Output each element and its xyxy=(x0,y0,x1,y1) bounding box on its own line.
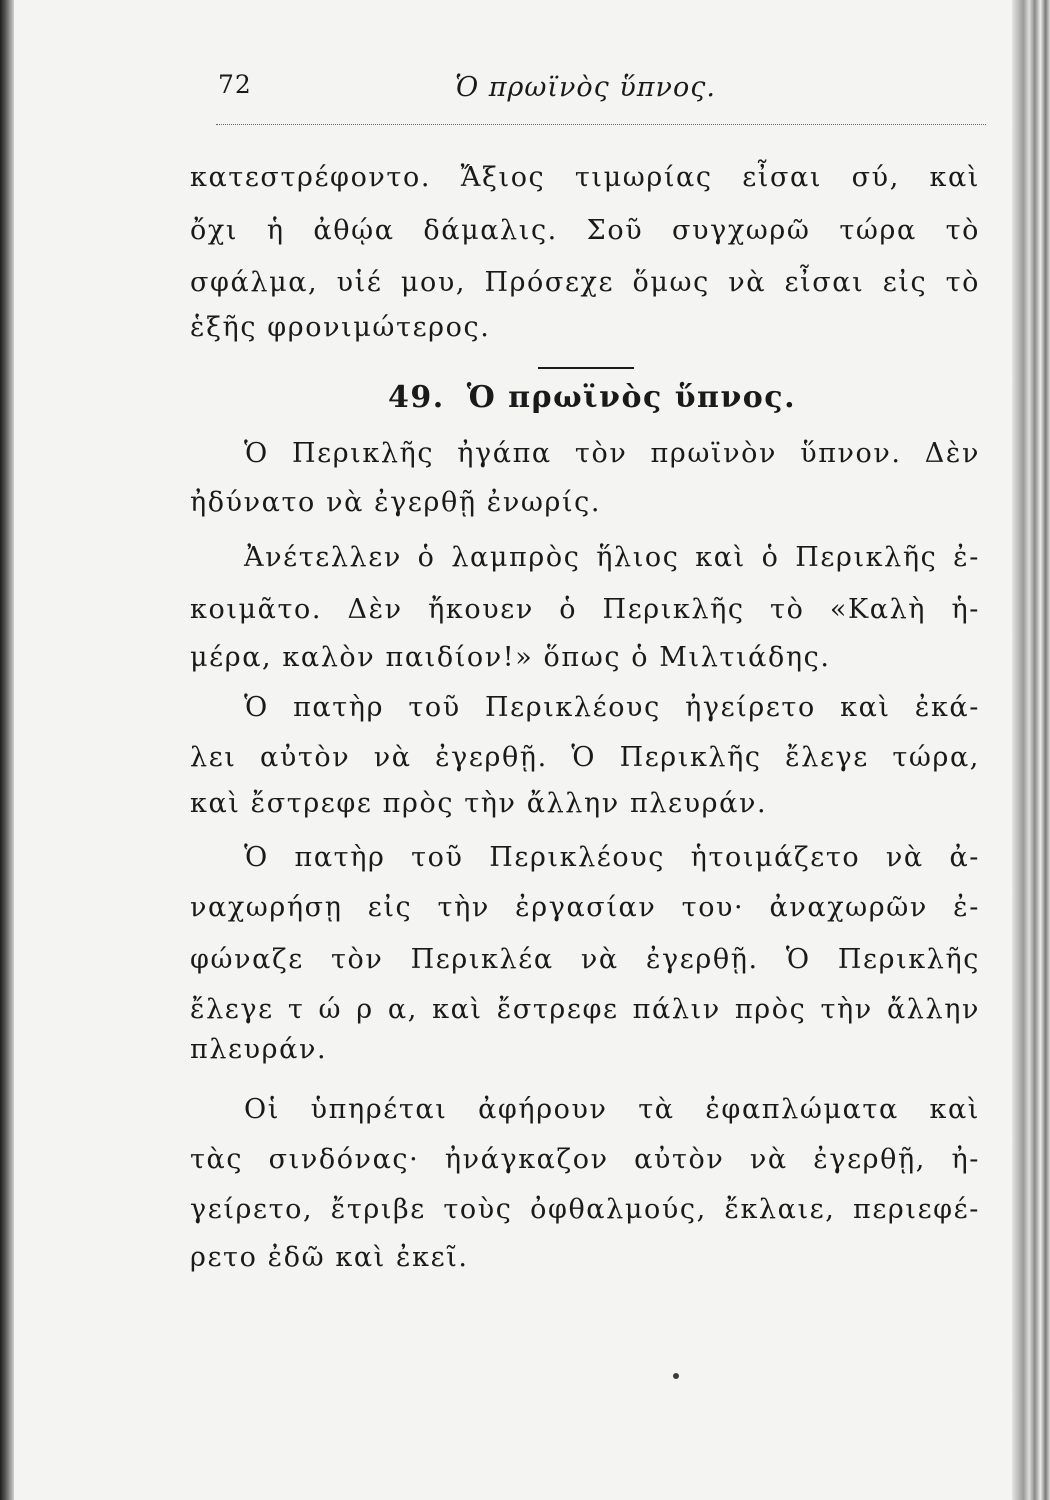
section-heading xyxy=(388,380,796,415)
text-line: κοιμᾶτο. Δὲν ἤκουεν ὁ Περικλῆς τὸ «Καλὴ ἡ- xyxy=(190,594,980,625)
text-line: μέρα, καλὸν παιδίον!» ὅπως ὁ Μιλτιάδης. xyxy=(190,642,831,673)
section-title: Ὁ πρωϊνὸς ὕπνος. xyxy=(466,380,797,415)
text-line: Ὁ πατὴρ τοῦ Περικλέους ἠγείρετο καὶ ἐκά- xyxy=(244,692,980,723)
text-line: γείρετο, ἔτριβε τοὺς ὀφθαλμούς, ἔκλαιε, περιεφέ- xyxy=(190,1194,980,1225)
text-line: Ὁ πατὴρ τοῦ Περικλέους ἡτοιμάζετο νὰ ἀ- xyxy=(244,842,980,873)
text-line: Ἀνέτελλεν ὁ λαμπρὸς ἥλιος καὶ ὁ Περικλῆς ἐ- xyxy=(244,542,980,573)
page-left-edge xyxy=(0,0,14,1500)
section-number: 49. xyxy=(388,380,445,415)
paper-speck xyxy=(673,1373,679,1379)
page-right-edge xyxy=(1012,0,1050,1500)
header-rule xyxy=(216,124,986,125)
text-line: ρετο ἐδῶ καὶ ἐκεῖ. xyxy=(190,1242,469,1273)
text-line: Οἱ ὑπηρέται ἀφήρουν τὰ ἐφαπλώματα καὶ xyxy=(244,1094,980,1125)
section-divider xyxy=(538,367,634,369)
text-line: ἑξῆς φρονιμώτερος. xyxy=(190,312,491,343)
text-line: κατεστρέφοντο. Ἄξιος τιμωρίας εἶσαι σύ, καὶ xyxy=(190,162,980,193)
page-number: 72 xyxy=(218,70,252,99)
running-title: Ὁ πρωϊνὸς ὕπνος. xyxy=(455,72,716,103)
text-line: ἔλεγε τ ώ ρ α, καὶ ἔστρεφε πάλιν πρὸς τὴν ἄλλην xyxy=(190,994,980,1025)
text-line: σφάλμα, υἱέ μου, Πρόσεχε ὅμως νὰ εἶσαι εἰς τὸ xyxy=(190,267,980,298)
text-line: ὄχι ἡ ἀθῴα δάμαλις. Σοῦ συγχωρῶ τώρα τὸ xyxy=(190,215,980,246)
text-line: καὶ ἔστρεφε πρὸς τὴν ἄλλην πλευράν. xyxy=(190,788,768,819)
text-line: λει αὐτὸν νὰ ἐγερθῇ. Ὁ Περικλῆς ἔλεγε τώρα, xyxy=(190,742,980,773)
text-line: πλευράν. xyxy=(190,1034,328,1065)
text-line: τὰς σινδόνας· ἠνάγκαζον αὐτὸν νὰ ἐγερθῇ, ἠ- xyxy=(190,1144,980,1175)
text-line: φώναζε τὸν Περικλέα νὰ ἐγερθῇ. Ὁ Περικλῆς xyxy=(190,944,980,975)
text-line: Ὁ Περικλῆς ἠγάπα τὸν πρωϊνὸν ὕπνον. Δὲν xyxy=(244,438,980,469)
page-header xyxy=(0,66,1050,106)
text-line: ναχωρήσῃ εἰς τὴν ἐργασίαν του· ἀναχωρῶν ἐ- xyxy=(190,892,980,923)
text-line: ἠδύνατο νὰ ἐγερθῇ ἐνωρίς. xyxy=(190,487,602,518)
